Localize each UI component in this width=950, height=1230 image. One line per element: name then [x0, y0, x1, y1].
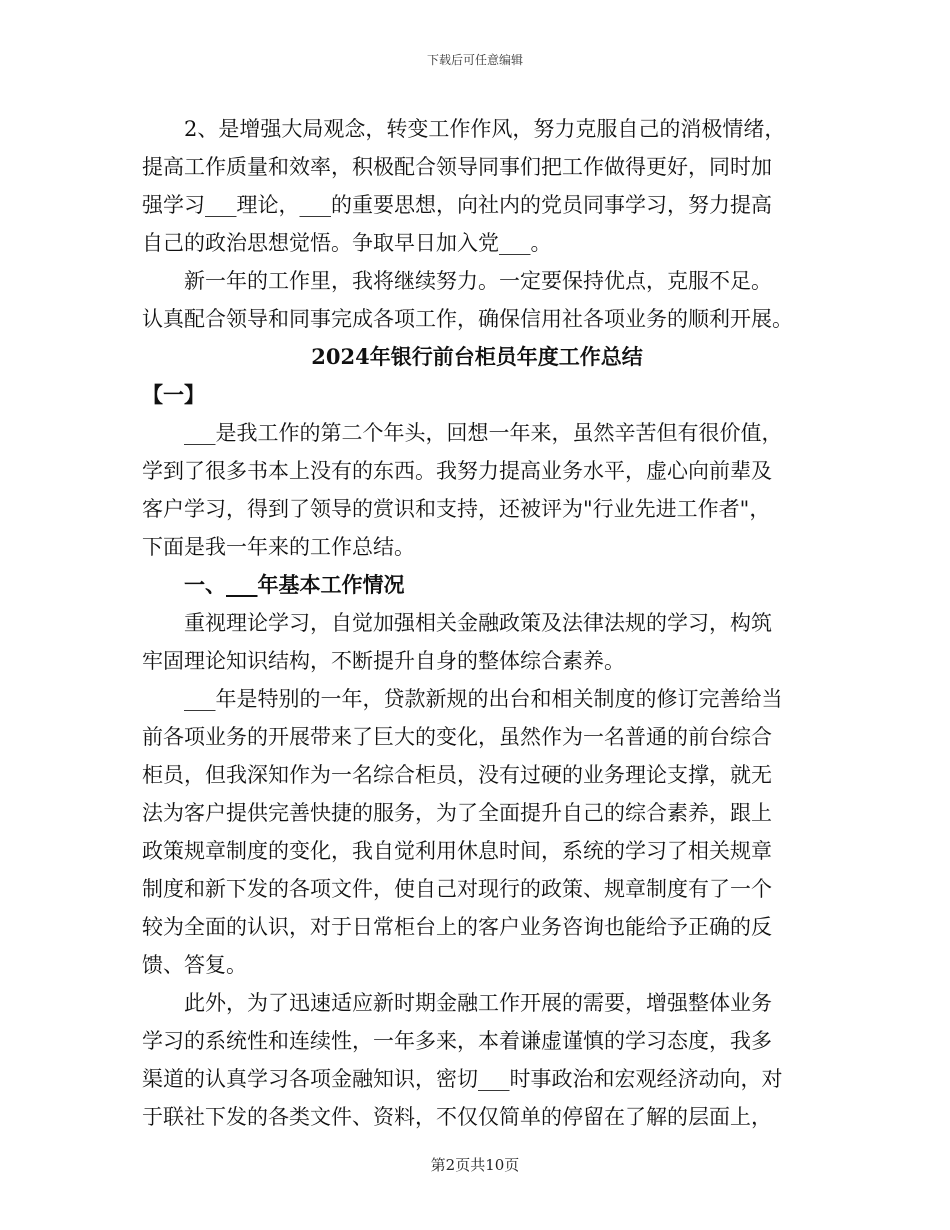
text-line: 此外，为了迅速适应新时期金融工作开展的需要，增强整体业务: [184, 991, 772, 1015]
text-line: 下面是我一年来的工作总结。: [142, 535, 415, 559]
text-line: 政策规章制度的变化，我自觉利用休息时间，系统的学习了相关规章: [142, 839, 772, 863]
page-number: 第2页共10页: [430, 1156, 520, 1174]
text-line: 客户学习，得到了领导的赏识和支持，还被评为"行业先进工作者"，: [142, 497, 771, 521]
text-line: ___年是特别的一年，贷款新规的出台和相关制度的修订完善给当: [184, 687, 783, 711]
text-line: 学习的系统性和连续性，一年多来，本着谦虚谨慎的学习态度，我多: [142, 1029, 772, 1053]
section-title: 2024年银行前台柜员年度工作总结: [311, 344, 643, 369]
page-header-note: 下载后可任意编辑: [426, 53, 523, 67]
text-line: 较为全面的认识，对于日常柜台上的客户业务咨询也能给予正确的反: [142, 915, 772, 939]
text-line: 新一年的工作里，我将继续努力。一定要保持优点，克服不足。: [184, 269, 772, 293]
text-line: 提高工作质量和效率，积极配合领导同事们把工作做得更好，同时加: [142, 155, 772, 179]
text-line: 牢固理论知识结构，不断提升自身的整体综合素养。: [142, 649, 625, 673]
text-line: 重视理论学习，自觉加强相关金融政策及法律法规的学习，构筑: [184, 611, 772, 635]
text-line: 学到了很多书本上没有的东西。我努力提高业务水平，虚心向前辈及: [142, 459, 772, 483]
section-heading: 【一】: [142, 382, 205, 407]
text-line: 2、是增强大局观念，转变工作作风，努力克服自己的消极情绪，: [184, 117, 786, 141]
text-line: 法为客户提供完善快捷的服务，为了全面提升自己的综合素养，跟上: [142, 801, 772, 825]
text-line: 前各项业务的开展带来了巨大的变化，虽然作为一名普通的前台综合: [142, 725, 772, 749]
text-line: 渠道的认真学习各项金融知识，密切___时事政治和宏观经济动向，对: [142, 1067, 783, 1091]
text-line: 强学习___理论，___的重要思想，向社内的党员同事学习，努力提高: [142, 193, 772, 217]
text-line: 认真配合领导和同事完成各项工作，确保信用社各项业务的顺利开展。: [142, 307, 793, 331]
text-line: ___是我工作的第二个年头，回想一年来，虽然辛苦但有很价值，: [184, 421, 783, 445]
text-line: 自己的政治思想觉悟。争取早日加入党___。: [142, 231, 552, 255]
section-heading: 一、___年基本工作情况: [184, 572, 405, 597]
text-line: 馈、答复。: [142, 953, 247, 977]
text-line: 于联社下发的各类文件、资料，不仅仅简单的停留在了解的层面上，: [142, 1105, 772, 1129]
text-line: 柜员，但我深知作为一名综合柜员，没有过硬的业务理论支撑，就无: [142, 763, 772, 787]
document-body: [142, 110, 812, 1136]
text-line: 制度和新下发的各项文件，使自己对现行的政策、规章制度有了一个: [142, 877, 772, 901]
